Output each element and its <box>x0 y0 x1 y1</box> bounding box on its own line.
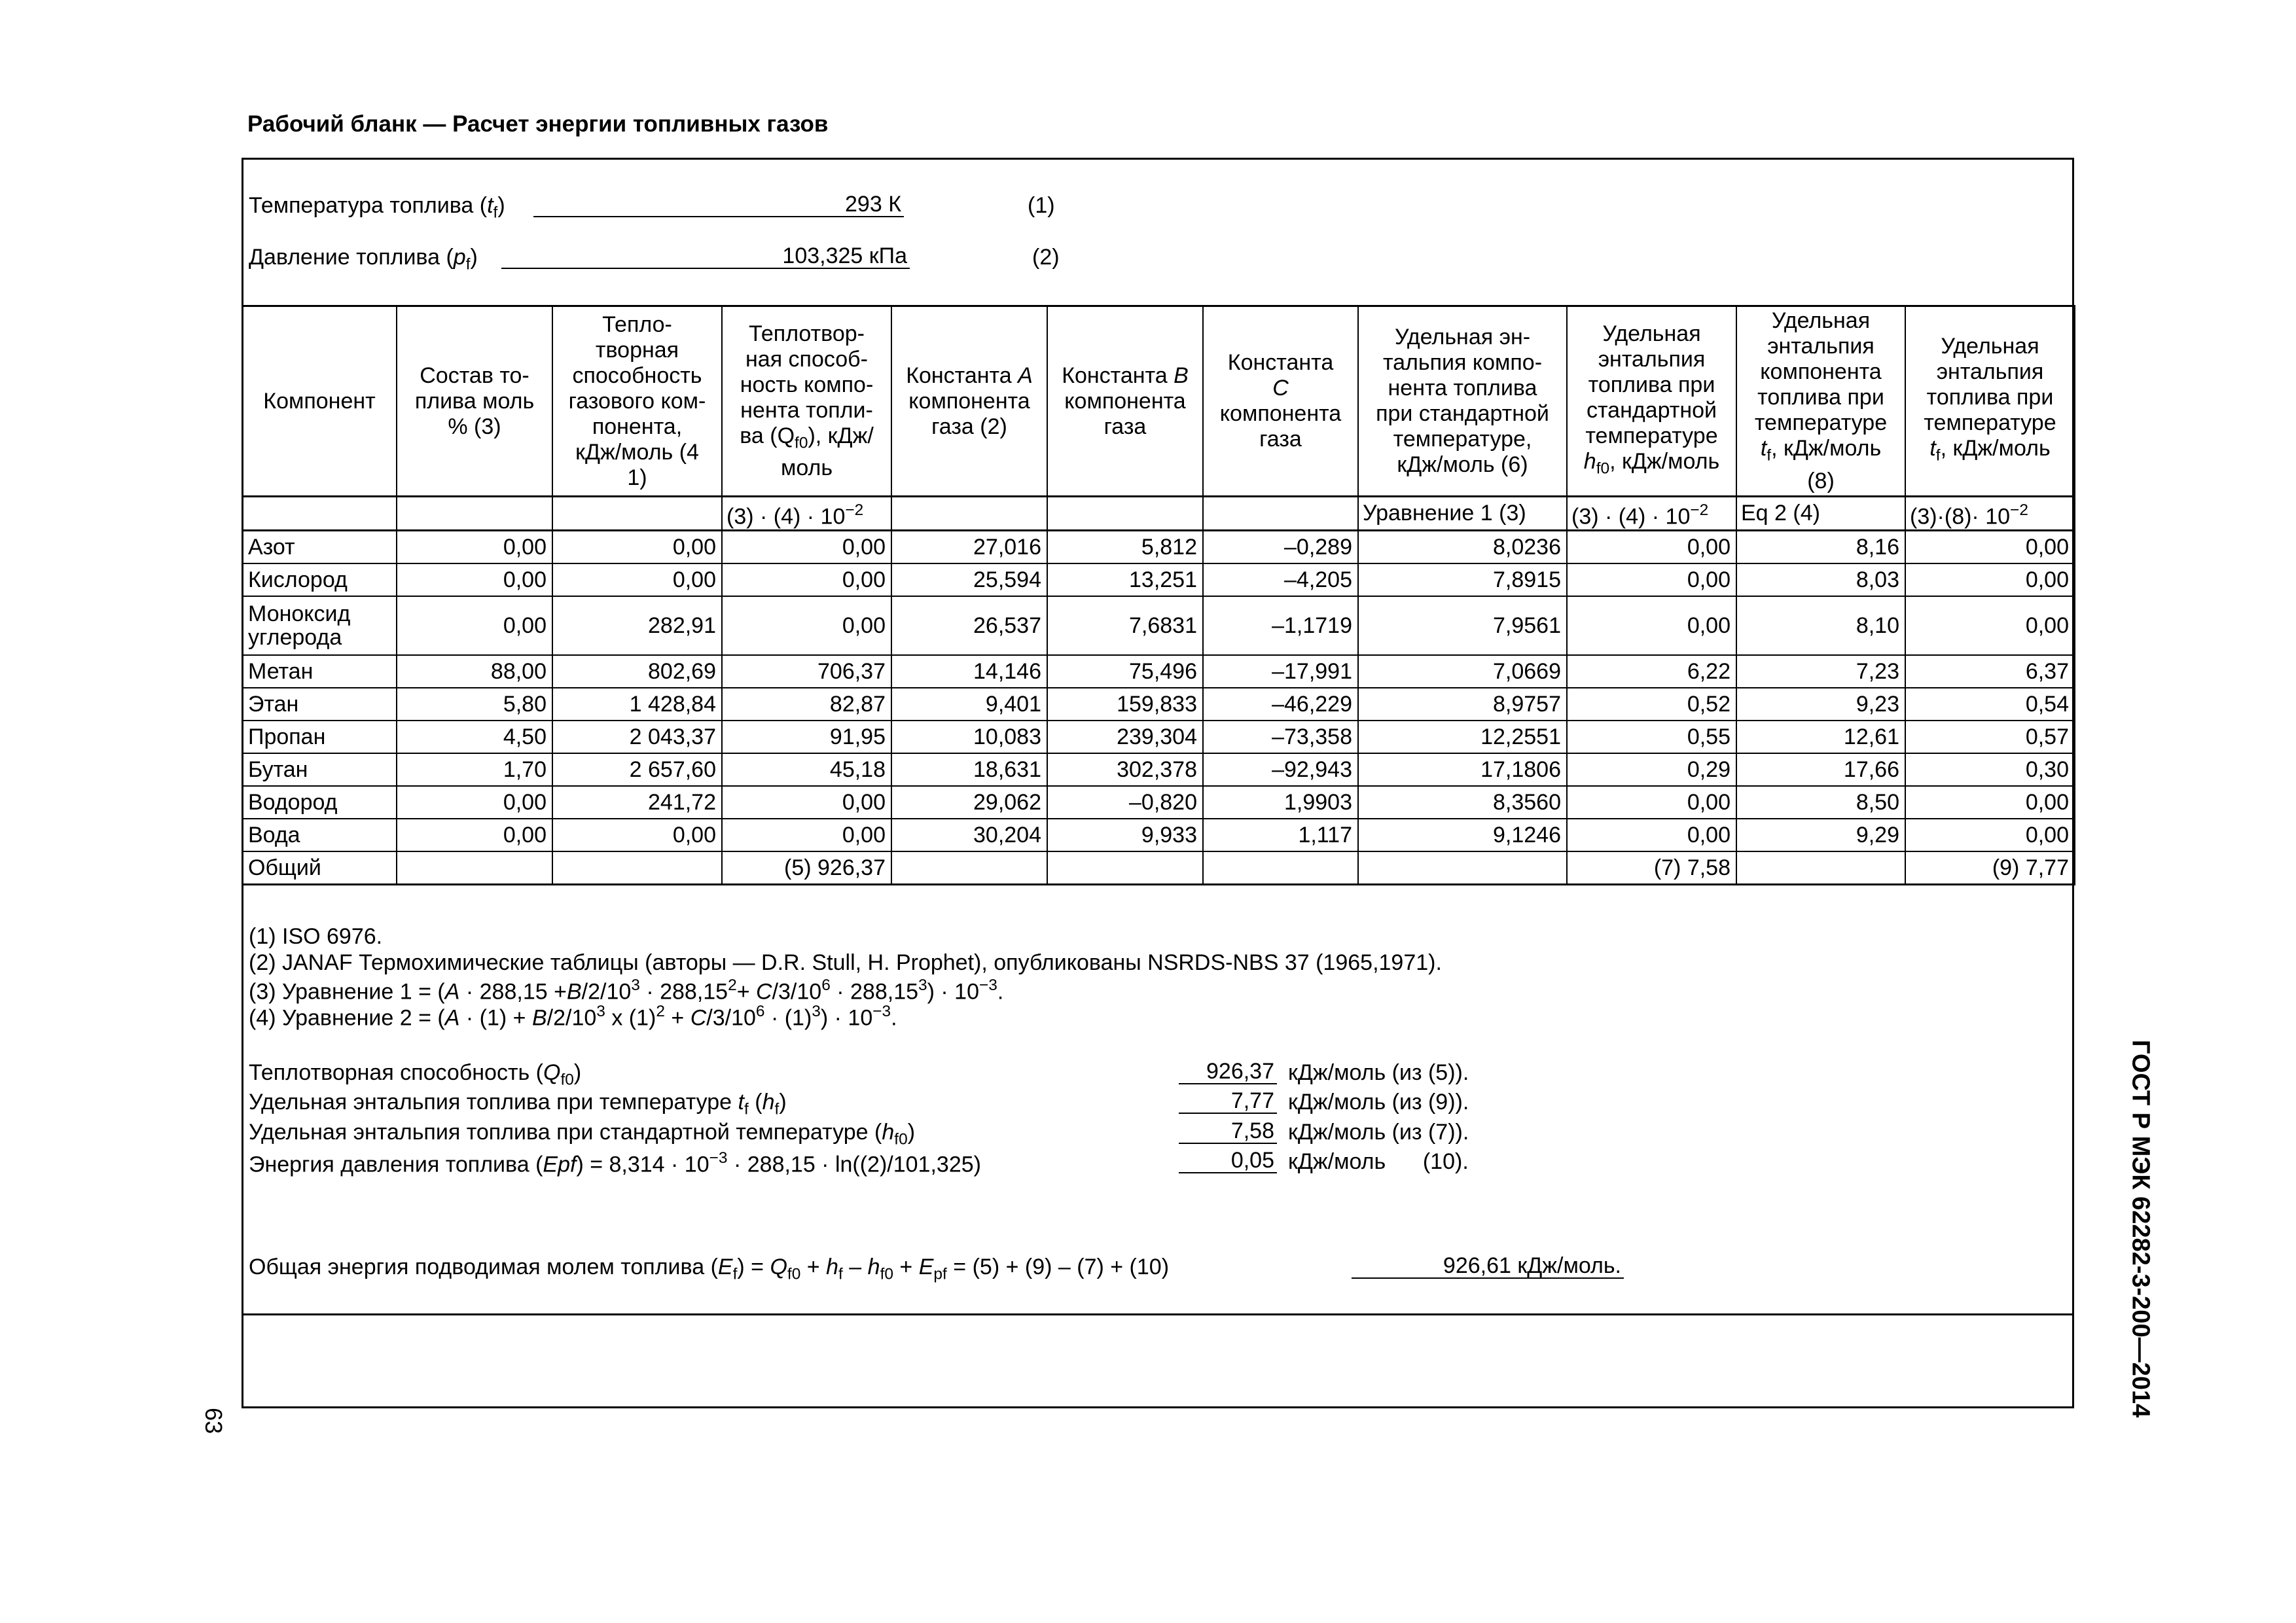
table-cell: 8,10 <box>1736 596 1905 655</box>
table-cell: 25,594 <box>891 563 1047 596</box>
formula-cell <box>1203 497 1358 531</box>
text-fragment: /2/10 <box>581 979 632 1005</box>
text-fragment: Epf <box>543 1152 577 1177</box>
text-fragment: A <box>1018 363 1033 388</box>
total-cell: (5) 926,37 <box>722 851 891 885</box>
text-fragment: f0 <box>560 1071 574 1089</box>
table-cell: 0,55 <box>1567 721 1736 753</box>
table-cell: 0,57 <box>1905 721 2075 753</box>
text-fragment: (3) · (4) · 10 <box>726 504 846 529</box>
table-cell: 91,95 <box>722 721 891 753</box>
components-table <box>242 305 2075 885</box>
fuel-temperature-value: 293 К <box>533 191 904 217</box>
text-fragment: h <box>762 1090 775 1115</box>
table-cell: 10,083 <box>891 721 1047 753</box>
table-cell: 75,496 <box>1047 655 1203 688</box>
text-fragment: h <box>826 1255 839 1279</box>
formula-cell <box>722 497 891 531</box>
text-fragment: (2) JANAF Термохимические таблицы (авторы — D.R. Stull, H. Prophet), опубликованы NSRDS-NBS 37 (1965,1971). <box>249 950 1442 975</box>
text-fragment: h <box>882 1120 895 1145</box>
text-fragment: Состав то- плива моль % (3) <box>414 363 535 439</box>
text-fragment: E <box>918 1255 934 1279</box>
text-fragment: + <box>664 1005 691 1031</box>
text-fragment: Q <box>770 1255 787 1279</box>
component-name: Азот <box>242 531 397 564</box>
table-cell: 30,204 <box>891 819 1047 851</box>
formula-cell <box>1047 497 1203 531</box>
table-cell: 8,3560 <box>1358 786 1567 819</box>
table-cell: 45,18 <box>722 753 891 786</box>
summary-value: 0,05 <box>1179 1147 1277 1173</box>
table-cell: 18,631 <box>891 753 1047 786</box>
page-number: 63 <box>200 1407 227 1435</box>
text-fragment: f <box>744 1100 749 1118</box>
text-fragment: x (1) <box>605 1005 656 1031</box>
text-fragment: Энергия давления топлива ( <box>249 1152 543 1177</box>
fuel-temperature-ref: (1) <box>1028 193 1055 218</box>
text-fragment: f0 <box>787 1265 801 1283</box>
component-name: Водород <box>242 786 397 819</box>
formula-cell <box>891 497 1047 531</box>
table-cell: 0,00 <box>397 786 552 819</box>
table-cell: 0,00 <box>397 531 552 564</box>
component-name: Пропан <box>242 721 397 753</box>
table-cell: 12,2551 <box>1358 721 1567 753</box>
table-cell: 9,401 <box>891 688 1047 721</box>
text-fragment: компонента газа <box>1219 401 1342 452</box>
table-cell: –0,820 <box>1047 786 1203 819</box>
table-row <box>242 596 2075 655</box>
text-fragment: Удельная энтальпия компонента топлива при температуре <box>1754 308 1888 436</box>
table-cell: 8,50 <box>1736 786 1905 819</box>
footnote <box>249 924 382 950</box>
table-cell: 12,61 <box>1736 721 1905 753</box>
text-fragment: 3 <box>918 976 927 994</box>
column-header <box>1203 306 1358 497</box>
text-fragment: (3)·(8)· 10 <box>1910 504 2011 529</box>
table-cell: 9,23 <box>1736 688 1905 721</box>
column-header <box>1905 306 2075 497</box>
total-energy-value: 926,61 кДж/моль. <box>1352 1253 1624 1279</box>
table-cell: 4,50 <box>397 721 552 753</box>
text-fragment: Общая энергия подводимая молем топлива ( <box>249 1255 718 1279</box>
text-fragment: pf <box>933 1265 947 1283</box>
table-cell: 302,378 <box>1047 753 1203 786</box>
text-fragment: B <box>566 979 582 1005</box>
column-header <box>1567 306 1736 497</box>
table-row <box>242 819 2075 851</box>
table-cell: 0,00 <box>722 563 891 596</box>
divider <box>242 1313 2074 1315</box>
table-cell: 241,72 <box>552 786 722 819</box>
text-fragment: f <box>774 1100 780 1118</box>
table-cell: 0,00 <box>397 563 552 596</box>
table-cell: –46,229 <box>1203 688 1358 721</box>
text-fragment: t <box>487 193 493 218</box>
table-cell: 0,00 <box>397 819 552 851</box>
text-fragment: Теплотворная способность ( <box>249 1060 544 1085</box>
table-row <box>242 688 2075 721</box>
total-cell: (7) 7,58 <box>1567 851 1736 885</box>
text-fragment: , кДж/моль (8) <box>1771 436 1882 493</box>
text-fragment: −2 <box>1690 501 1709 519</box>
text-fragment: ) = 8,314 · 10 <box>576 1152 709 1177</box>
text-fragment: Температура топлива ( <box>249 193 488 218</box>
summary-unit: кДж/моль (10). <box>1288 1149 1469 1174</box>
formula-cell <box>1567 497 1736 531</box>
table-row <box>242 721 2075 753</box>
total-cell <box>397 851 552 885</box>
text-fragment: /2/10 <box>547 1005 597 1031</box>
table-cell: –17,991 <box>1203 655 1358 688</box>
formula-row <box>242 497 2075 531</box>
text-fragment: 3 <box>631 976 640 994</box>
table-cell: 17,1806 <box>1358 753 1567 786</box>
text-fragment: 3 <box>812 1003 821 1020</box>
text-fragment: −2 <box>845 501 864 519</box>
text-fragment: ( <box>748 1090 762 1115</box>
text-fragment: f0 <box>795 434 808 452</box>
table-row <box>242 655 2075 688</box>
column-header <box>891 306 1047 497</box>
text-fragment: h <box>1583 448 1596 474</box>
text-fragment: A <box>444 979 460 1005</box>
table-cell: 1,9903 <box>1203 786 1358 819</box>
table-cell: 0,00 <box>1905 531 2075 564</box>
table-cell: 5,812 <box>1047 531 1203 564</box>
formula-cell <box>1358 497 1567 531</box>
text-fragment: ) · 10 <box>820 1005 873 1031</box>
table-cell: 7,23 <box>1736 655 1905 688</box>
text-fragment: + <box>800 1255 827 1279</box>
summary-unit: кДж/моль (из (9)). <box>1288 1090 1469 1115</box>
total-cell <box>1358 851 1567 885</box>
column-header <box>1358 306 1567 497</box>
total-cell <box>552 851 722 885</box>
table-cell: –73,358 <box>1203 721 1358 753</box>
table-cell: 26,537 <box>891 596 1047 655</box>
table-cell: 17,66 <box>1736 753 1905 786</box>
text-fragment: C <box>1272 376 1289 401</box>
component-name: Вода <box>242 819 397 851</box>
text-fragment: t <box>738 1090 744 1115</box>
table-cell: 0,00 <box>552 819 722 851</box>
text-fragment: −3 <box>709 1149 728 1167</box>
table-cell: 29,062 <box>891 786 1047 819</box>
table-cell: 0,00 <box>1567 596 1736 655</box>
total-cell: Общий <box>242 851 397 885</box>
page-title: Рабочий бланк — Расчет энергии топливных газов <box>247 111 829 137</box>
text-fragment: f0 <box>880 1265 893 1283</box>
summary-value: 7,77 <box>1179 1088 1277 1114</box>
table-cell: –4,205 <box>1203 563 1358 596</box>
column-header <box>552 306 722 497</box>
text-fragment: A <box>444 1005 460 1031</box>
text-fragment: B <box>1174 363 1189 388</box>
text-fragment: h <box>867 1255 880 1279</box>
table-cell: 0,00 <box>397 596 552 655</box>
total-cell: (9) 7,77 <box>1905 851 2075 885</box>
text-fragment: · (1) + <box>459 1005 532 1031</box>
formula-cell <box>552 497 722 531</box>
text-fragment: . <box>997 979 1004 1005</box>
table-cell: 6,22 <box>1567 655 1736 688</box>
table-row <box>242 531 2075 564</box>
table-cell: –1,1719 <box>1203 596 1358 655</box>
total-cell <box>1203 851 1358 885</box>
table-cell: 0,00 <box>722 531 891 564</box>
table-cell: 1 428,84 <box>552 688 722 721</box>
table-row <box>242 753 2075 786</box>
table-cell: 0,00 <box>1567 786 1736 819</box>
text-fragment: f <box>838 1265 843 1283</box>
text-fragment: + <box>893 1255 919 1279</box>
text-fragment: E <box>717 1255 733 1279</box>
table-cell: 8,0236 <box>1358 531 1567 564</box>
summary-label <box>249 1149 981 1177</box>
fuel-pressure-ref: (2) <box>1032 245 1060 270</box>
table-cell: 7,8915 <box>1358 563 1567 596</box>
table-cell: 9,29 <box>1736 819 1905 851</box>
table-cell: 6,37 <box>1905 655 2075 688</box>
table-cell: –0,289 <box>1203 531 1358 564</box>
component-name: Этан <box>242 688 397 721</box>
table-cell: 1,70 <box>397 753 552 786</box>
text-fragment: f <box>1767 446 1772 465</box>
table-cell: 0,00 <box>1905 596 2075 655</box>
table-cell: 0,00 <box>722 786 891 819</box>
formula-cell <box>1905 497 2075 531</box>
text-fragment: ) <box>497 193 505 218</box>
table-cell: 9,1246 <box>1358 819 1567 851</box>
text-fragment: f0 <box>1596 459 1610 478</box>
summary-label <box>249 1090 787 1118</box>
column-header <box>1736 306 1905 497</box>
text-fragment: Давление топлива ( <box>249 245 454 270</box>
table-cell: 13,251 <box>1047 563 1203 596</box>
text-fragment: (3) · (4) · 10 <box>1571 504 1691 529</box>
text-fragment: t <box>1929 436 1936 461</box>
table-cell: 5,80 <box>397 688 552 721</box>
text-fragment: · 288,15 + <box>459 979 567 1005</box>
text-fragment: · 288,15 <box>830 979 919 1005</box>
text-fragment: p <box>453 245 466 270</box>
text-fragment: Удельная энтальпия топлива при температуре <box>249 1090 738 1115</box>
text-fragment: , кДж/моль <box>1940 436 2051 461</box>
text-fragment: f <box>493 204 498 222</box>
text-fragment: C <box>756 979 772 1005</box>
text-fragment: Константа <box>1062 363 1174 388</box>
text-fragment: Удельная энтальпия топлива при стандартной температуре ( <box>249 1120 882 1145</box>
table-cell: –92,943 <box>1203 753 1358 786</box>
column-header <box>397 306 552 497</box>
summary-unit: кДж/моль (из (5)). <box>1288 1060 1469 1085</box>
table-cell: 7,9561 <box>1358 596 1567 655</box>
text-fragment: 6 <box>821 976 831 994</box>
text-fragment: (4) Уравнение 2 = ( <box>249 1005 445 1031</box>
text-fragment: −3 <box>979 976 997 994</box>
table-cell: 2 657,60 <box>552 753 722 786</box>
column-header <box>1047 306 1203 497</box>
table-cell: 0,54 <box>1905 688 2075 721</box>
text-fragment: −3 <box>872 1003 891 1020</box>
text-fragment: 2 <box>656 1003 665 1020</box>
text-fragment: (3) Уравнение 1 = ( <box>249 979 445 1005</box>
text-fragment: ) <box>907 1120 916 1145</box>
text-fragment: ) · 10 <box>927 979 979 1005</box>
text-fragment: Удельная энтальпия топлива при температуре <box>1924 334 2056 436</box>
table-cell: 0,00 <box>1567 563 1736 596</box>
header-row <box>242 306 2075 497</box>
text-fragment: · 288,15 <box>639 979 728 1005</box>
total-cell <box>1736 851 1905 885</box>
table-cell: 7,0669 <box>1358 655 1567 688</box>
text-fragment: , кДж/моль <box>1609 448 1720 474</box>
formula-cell <box>397 497 552 531</box>
text-fragment: 2 <box>728 976 737 994</box>
text-fragment: f0 <box>894 1130 908 1149</box>
text-fragment: – <box>842 1255 868 1279</box>
table-cell: 8,9757 <box>1358 688 1567 721</box>
footnote <box>249 976 1003 1005</box>
table-cell: 8,03 <box>1736 563 1905 596</box>
formula-cell <box>242 497 397 531</box>
component-name: Метан <box>242 655 397 688</box>
fuel-pressure-label <box>249 245 478 274</box>
text-fragment: Теплотвор- ная способ- ность компо- нента топли- ва (Q <box>740 321 874 448</box>
component-name: Моноксид углерода <box>242 596 397 655</box>
text-fragment: −2 <box>2010 501 2028 519</box>
summary-value: 7,58 <box>1179 1118 1277 1144</box>
text-fragment: Удельная эн- тальпия компо- нента топлива при стандартной температуре, кДж/моль (6) <box>1376 325 1549 477</box>
total-cell <box>1047 851 1203 885</box>
text-fragment: t <box>1760 436 1767 461</box>
text-fragment: Уравнение 1 (3) <box>1363 501 1526 526</box>
text-fragment: . <box>891 1005 897 1031</box>
text-fragment: f <box>732 1265 738 1283</box>
column-header <box>242 306 397 497</box>
table-cell: 802,69 <box>552 655 722 688</box>
text-fragment: ) = <box>737 1255 770 1279</box>
formula-cell <box>1736 497 1905 531</box>
text-fragment: · (1) <box>764 1005 812 1031</box>
text-fragment: B <box>531 1005 547 1031</box>
total-row <box>242 851 2075 885</box>
table-cell: 1,117 <box>1203 819 1358 851</box>
text-fragment: + <box>736 979 757 1005</box>
table-cell: 0,00 <box>722 819 891 851</box>
text-fragment: f <box>465 255 471 274</box>
text-fragment: Константа <box>1227 350 1334 375</box>
table-cell: 14,146 <box>891 655 1047 688</box>
table-cell: 0,52 <box>1567 688 1736 721</box>
text-fragment: ), кДж/ моль <box>780 423 874 481</box>
table-cell: 0,00 <box>552 531 722 564</box>
text-fragment: /3/10 <box>772 979 822 1005</box>
table-cell: 0,29 <box>1567 753 1736 786</box>
table-cell: 7,6831 <box>1047 596 1203 655</box>
text-fragment: /3/10 <box>706 1005 756 1031</box>
text-fragment: компонента газа (2) <box>908 388 1030 439</box>
table-cell: 0,30 <box>1905 753 2075 786</box>
text-fragment: Q <box>543 1060 561 1085</box>
component-name: Кислород <box>242 563 397 596</box>
summary-label <box>249 1120 915 1149</box>
standard-code: ГОСТ Р МЭК 62282-3-200—2014 <box>2126 1039 2155 1418</box>
column-header <box>722 306 891 497</box>
footnote <box>249 1003 897 1031</box>
text-fragment: ) <box>470 245 478 270</box>
text-fragment: · 288,15 · ln((2)/101,325) <box>727 1152 981 1177</box>
text-fragment: = (5) + (9) – (7) + (10) <box>946 1255 1170 1279</box>
summary-value: 926,37 <box>1179 1058 1277 1084</box>
text-fragment: ) <box>779 1090 787 1115</box>
text-fragment: Тепло- творная способность газового ком- понента, кДж/моль (4 1) <box>568 312 706 490</box>
text-fragment: Компонент <box>263 388 376 414</box>
total-cell <box>891 851 1047 885</box>
text-fragment: компонента газа <box>1064 388 1186 439</box>
text-fragment: f <box>1935 446 1941 465</box>
footnote <box>249 950 1442 976</box>
text-fragment: (1) ISO 6976. <box>249 924 383 949</box>
summary-label <box>249 1060 581 1089</box>
total-energy-label <box>249 1255 1169 1283</box>
text-fragment: 6 <box>755 1003 765 1020</box>
table-cell: 88,00 <box>397 655 552 688</box>
table-cell: 0,00 <box>1905 819 2075 851</box>
table-cell: 82,87 <box>722 688 891 721</box>
table-cell: 0,00 <box>552 563 722 596</box>
table-cell: 9,933 <box>1047 819 1203 851</box>
text-fragment: Eq 2 (4) <box>1741 501 1820 526</box>
text-fragment: Константа <box>906 363 1018 388</box>
table-cell: 0,00 <box>1905 786 2075 819</box>
text-fragment: 3 <box>596 1003 605 1020</box>
table-cell: 0,00 <box>1567 531 1736 564</box>
table-cell: 0,00 <box>1905 563 2075 596</box>
text-fragment: Удельная энтальпия топлива при стандартной температуре <box>1585 321 1718 448</box>
fuel-temperature-label <box>249 193 505 222</box>
table-row <box>242 786 2075 819</box>
fuel-pressure-value: 103,325 кПа <box>501 243 910 269</box>
summary-unit: кДж/моль (из (7)). <box>1288 1120 1469 1145</box>
table-cell: 0,00 <box>1567 819 1736 851</box>
table-cell: 706,37 <box>722 655 891 688</box>
table-cell: 27,016 <box>891 531 1047 564</box>
table-row <box>242 563 2075 596</box>
component-name: Бутан <box>242 753 397 786</box>
table-cell: 2 043,37 <box>552 721 722 753</box>
table-cell: 282,91 <box>552 596 722 655</box>
text-fragment: C <box>690 1005 707 1031</box>
table-cell: 8,16 <box>1736 531 1905 564</box>
table-cell: 239,304 <box>1047 721 1203 753</box>
table-cell: 159,833 <box>1047 688 1203 721</box>
table-cell: 0,00 <box>722 596 891 655</box>
text-fragment: ) <box>573 1060 582 1085</box>
